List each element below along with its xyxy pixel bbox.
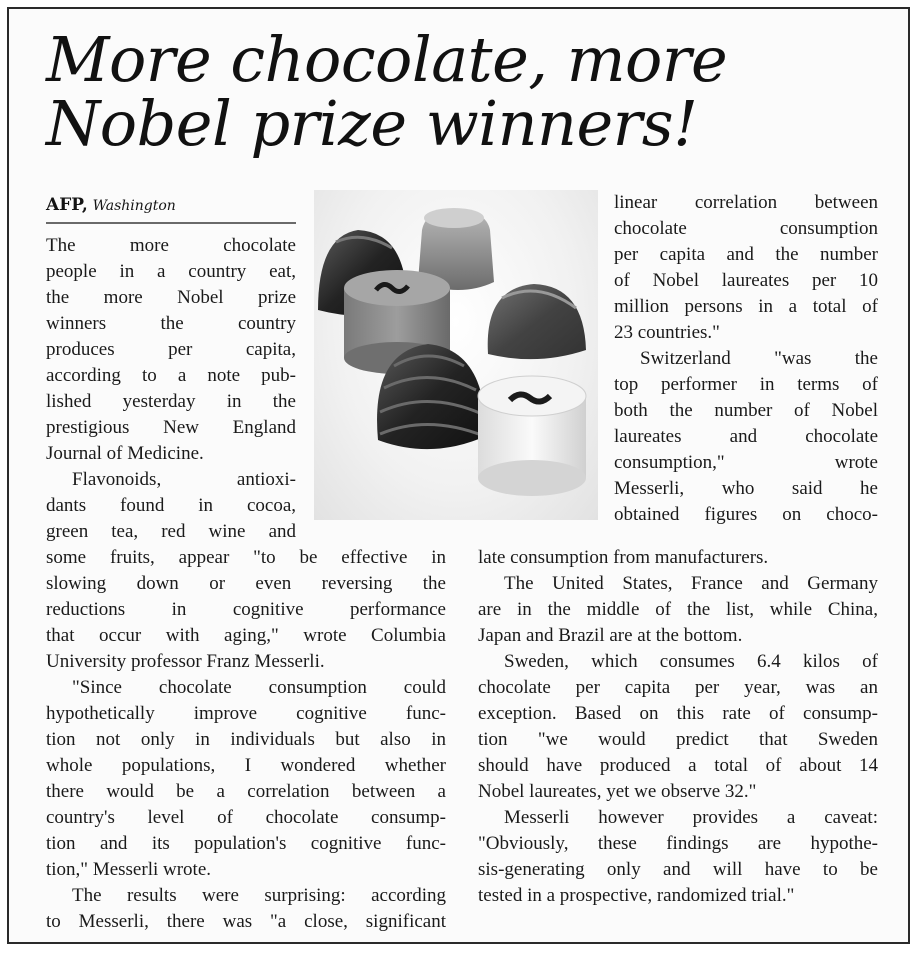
text-line: there would be a correlation between a (46, 781, 446, 802)
text-line: both the number of Nobel (614, 400, 878, 421)
text-line: 23 countries." (614, 322, 720, 343)
text-line: produces per capita, (46, 339, 296, 360)
chocolate-white-cylinder (478, 376, 586, 496)
text-line: tested in a prospective, randomized trial." (478, 885, 795, 906)
text-line: Flavonoids, antioxi- (72, 469, 296, 490)
chocolates-illustration (314, 190, 598, 520)
text-line: Switzerland "was the (640, 348, 878, 369)
text-line: dants found in cocoa, (46, 495, 296, 516)
text-line: chocolate consumption (614, 218, 878, 239)
text-line: million persons in a total of (614, 296, 878, 317)
text-line: of Nobel laureates per 10 (614, 270, 878, 291)
text-line: are in the middle of the list, while China, (478, 599, 878, 620)
text-line: people in a country eat, (46, 261, 296, 282)
text-line: hypothetically improve cognitive func- (46, 703, 446, 724)
text-line: the more Nobel prize (46, 287, 296, 308)
headline-line-1: More chocolate, more (46, 23, 728, 96)
text-line: Journal of Medicine. (46, 443, 204, 464)
text-line: Nobel laureates, yet we observe 32." (478, 781, 757, 802)
text-line: "Since chocolate consumption could (72, 677, 446, 698)
chocolate-photo (314, 190, 598, 520)
left-column-bottom (46, 545, 446, 935)
text-line: linear correlation between (614, 192, 878, 213)
text-line: The United States, France and Germany (504, 573, 878, 594)
left-column-top (46, 233, 296, 545)
headline-line-2: Nobel prize winners! (46, 87, 698, 160)
text-line: late consumption from manufacturers. (478, 547, 769, 568)
text-line: Japan and Brazil are at the bottom. (478, 625, 743, 646)
text-line: winners the country (46, 313, 296, 334)
text-line: exception. Based on this rate of consump- (478, 703, 878, 724)
text-line: tion," Messerli wrote. (46, 859, 212, 880)
text-line: sis-generating only and will have to be (478, 859, 878, 880)
text-line: laureates and chocolate (614, 426, 878, 447)
text-line: country's level of chocolate consump- (46, 807, 446, 828)
text-line: "Obviously, these findings are hypothe- (478, 833, 878, 854)
byline (46, 194, 296, 224)
right-column-bottom (478, 545, 878, 909)
text-line: The more chocolate (46, 235, 296, 256)
text-line: to Messerli, there was "a close, significant (46, 911, 446, 932)
text-line: tion and its population's cognitive func- (46, 833, 446, 854)
text-line: lished yesterday in the (46, 391, 296, 412)
byline-dateline: Washington (92, 198, 176, 214)
text-line: Messerli however provides a caveat: (504, 807, 878, 828)
text-line: should have produced a total of about 14 (478, 755, 878, 776)
text-line: consumption," wrote (614, 452, 878, 473)
right-column-top (614, 190, 878, 528)
chocolate-right-dome (488, 284, 586, 359)
text-line: Sweden, which consumes 6.4 kilos of (504, 651, 878, 672)
text-line: tion not only in individuals but also in (46, 729, 446, 750)
text-line: slowing down or even reversing the (46, 573, 446, 594)
text-line: The results were surprising: according (72, 885, 446, 906)
text-line: according to a note pub- (46, 365, 296, 386)
text-line: tion "we would predict that Sweden (478, 729, 878, 750)
text-line: green tea, red wine and (46, 521, 296, 542)
text-line: Messerli, who said he (614, 478, 878, 499)
text-line: obtained figures on choco- (614, 504, 878, 525)
text-line: some fruits, appear "to be effective in (46, 547, 446, 568)
text-line: that occur with aging," wrote Columbia (46, 625, 446, 646)
text-line: chocolate per capita per year, was an (478, 677, 878, 698)
text-line: whole populations, I wondered whether (46, 755, 446, 776)
text-line: University professor Franz Messerli. (46, 651, 325, 672)
byline-agency: AFP, (46, 195, 88, 215)
text-line: per capita and the number (614, 244, 878, 265)
text-line: reductions in cognitive performance (46, 599, 446, 620)
text-line: prestigious New England (46, 417, 296, 438)
headline (46, 23, 728, 160)
text-line: top performer in terms of (614, 374, 878, 395)
